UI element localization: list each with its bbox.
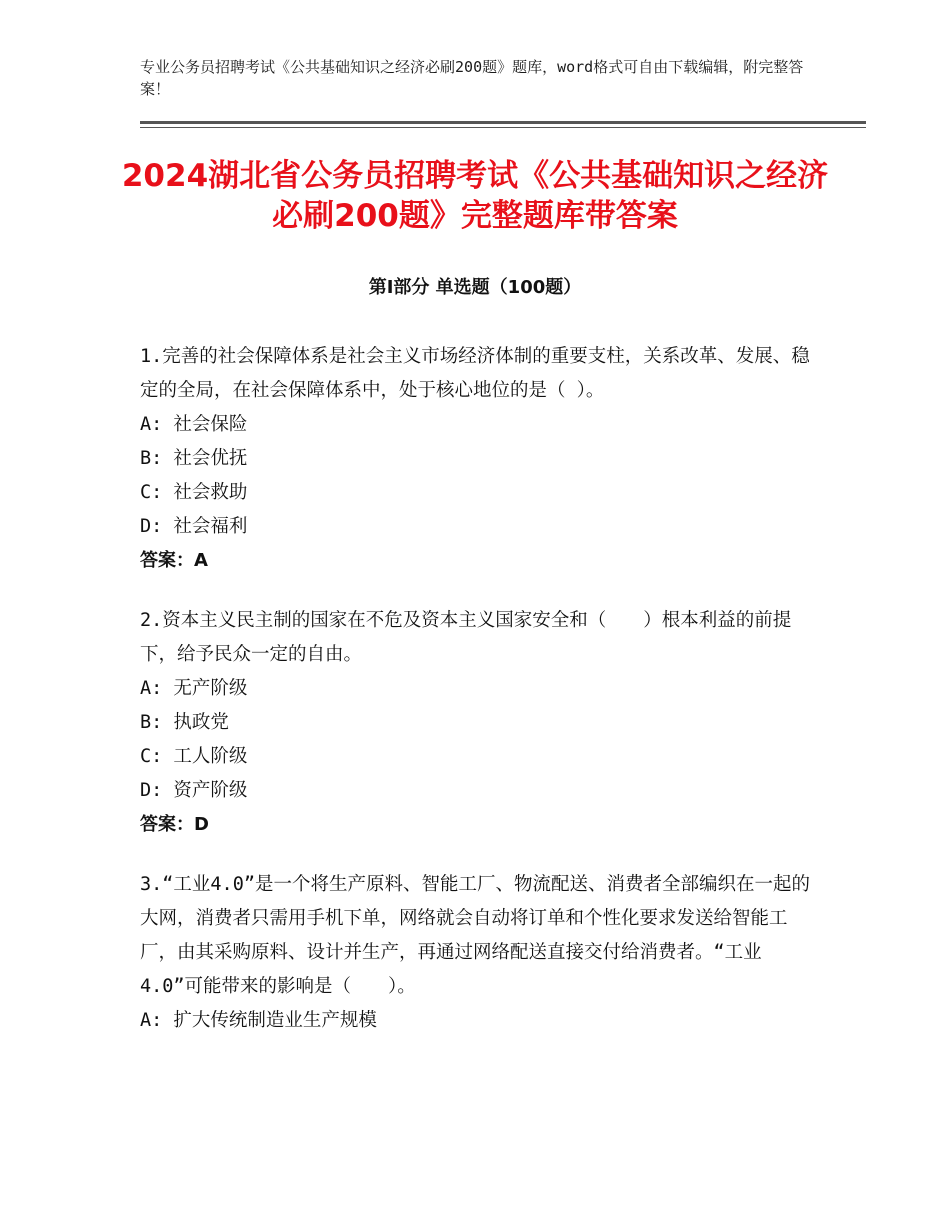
answer-label: 答案：A bbox=[140, 550, 208, 571]
option-d: D: 社会福利 bbox=[140, 516, 248, 537]
question-stem: 2.资本主义民主制的国家在不危及资本主义国家安全和（ ）根本利益的前提下，给予民众一定的自由。 bbox=[140, 610, 792, 665]
question-2 bbox=[140, 604, 810, 842]
option-b: B: 执政党 bbox=[140, 712, 229, 733]
option-c: C: 工人阶级 bbox=[140, 746, 248, 767]
question-list bbox=[140, 340, 810, 1064]
question-1 bbox=[140, 340, 810, 578]
question-stem: 3.“工业4.0”是一个将生产原料、智能工厂、物流配送、消费者全部编织在一起的大网，消费者只需用手机下单，网络就会自动将订单和个性化要求发送给智能工厂，由其采购原料、设计并生产，再通过网络配送直接交付给消费者。“工业4.0”可能带来的影响是（ ）。 bbox=[140, 874, 810, 997]
option-a: A: 社会保险 bbox=[140, 414, 248, 435]
question-3 bbox=[140, 868, 810, 1038]
section-heading: 第Ⅰ部分 单选题（100题） bbox=[368, 277, 582, 298]
header-note: 专业公务员招聘考试《公共基础知识之经济必刷200题》题库，word格式可自由下载编辑，附完整答案！ bbox=[140, 58, 804, 98]
option-d: D: 资产阶级 bbox=[140, 780, 248, 801]
option-c: C: 社会救助 bbox=[140, 482, 248, 503]
option-a: A: 无产阶级 bbox=[140, 678, 248, 699]
header-rule-thin bbox=[140, 127, 866, 128]
document-title: 2024湖北省公务员招聘考试《公共基础知识之经济必刷200题》完整题库带答案 bbox=[121, 158, 829, 234]
answer-label: 答案：D bbox=[140, 814, 209, 835]
option-a: A: 扩大传统制造业生产规模 bbox=[140, 1010, 377, 1031]
question-stem: 1.完善的社会保障体系是社会主义市场经济体制的重要支柱，关系改革、发展、稳定的全局，在社会保障体系中，处于核心地位的是（ ）。 bbox=[140, 346, 810, 401]
option-b: B: 社会优抚 bbox=[140, 448, 248, 469]
header-rule-thick bbox=[140, 121, 866, 124]
